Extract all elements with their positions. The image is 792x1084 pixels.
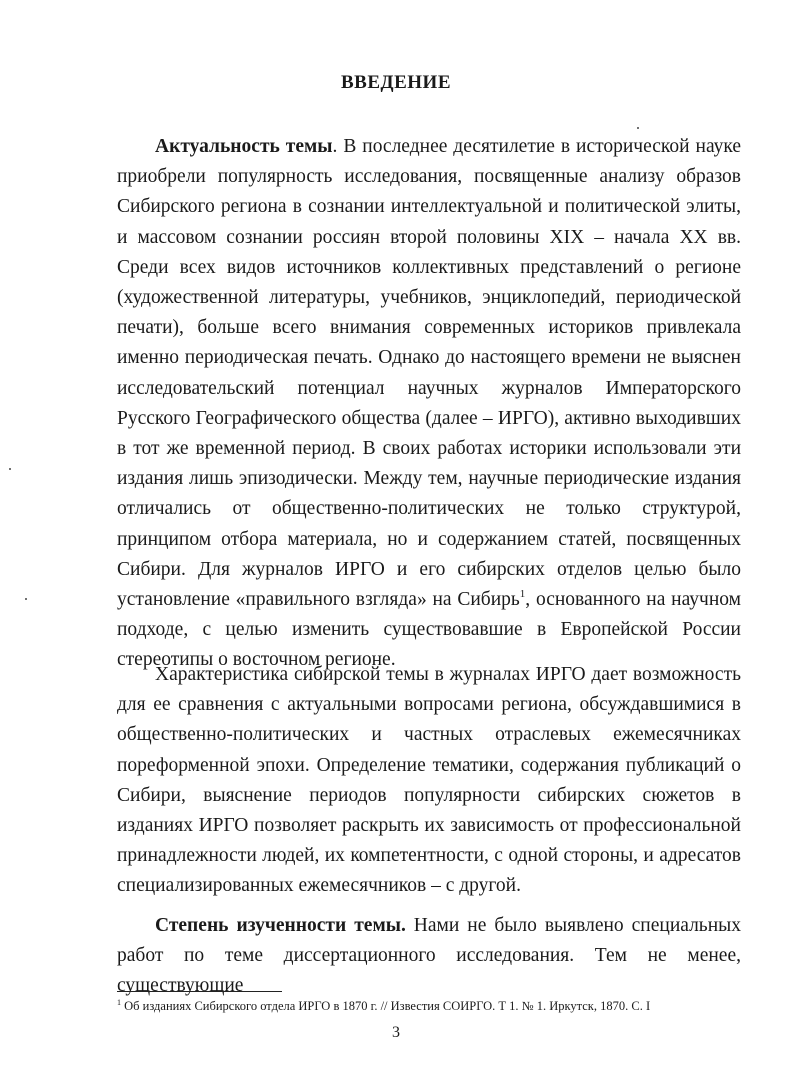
footnote-separator	[117, 991, 282, 992]
paragraph-relevance	[117, 132, 741, 676]
paragraph-degree-of-study	[117, 911, 741, 1002]
footnote-text: Об изданиях Сибирского отдела ИРГО в 1870 г. // Известия СОИРГО. Т 1. № 1. Иркутск, 1870. С. I	[121, 999, 651, 1013]
paragraph-text: . В последнее десятилетие в исторической науке приобрели популярность исследования, посвященные анализу образов Сибирского региона в сознании интеллектуальной и политической элиты, и массовом сознании россиян второй половины XIX – начала XX вв. Среди всех видов источников коллективных представлений о регионе (художественной литературы, учебников, энциклопедий, периодической печати), больше всего внимания современных историков привлекала именно периодическая печать. Однако до настоящего времени не выяснен исследовательский потенциал научных журналов Императорского Русского Географического общества (далее – ИРГО), активно выходивших в тот же временной период. В своих работах историки использовали эти издания лишь эпизодически. Между тем, научные периодические издания отличались от общественно-политических не только структурой, принципом отбора материала, но и содержанием статей, посвященных Сибири. Для журналов ИРГО и его сибирских отделов целью было установление «правильного взгляда» на Сибирь	[117, 136, 741, 611]
paragraph-lead: Актуальность темы	[155, 136, 333, 157]
footnote-ref: 1	[519, 588, 526, 601]
footnote-number: 1	[117, 998, 121, 1007]
paragraph-lead: Степень изученности темы.	[155, 915, 406, 936]
scan-speck	[9, 468, 11, 470]
page-title: ВВЕДЕНИЕ	[341, 72, 451, 93]
paragraph-text-continued: , основанного на научном подходе, с целью изменить существовавшие в Европейской России стереотипы о восточном регионе.	[117, 589, 741, 671]
footnote	[117, 998, 741, 1014]
page-number: 3	[392, 1024, 400, 1041]
scan-speck	[637, 127, 639, 129]
paragraph-text: Нами не было выявлено специальных работ по теме диссертационного исследования. Тем не менее, существующие	[117, 915, 741, 997]
paragraph-text: Характеристика сибирской темы в журналах ИРГО дает возможность для ее сравнения с актуальными вопросами региона, обсуждавшимися в общественно-политических и частных отраслевых ежемесячниках пореформенной эпохи. Определение тематики, содержания публикаций о Сибири, выяснение периодов популярности сибирских сюжетов в изданиях ИРГО позволяет раскрыть их зависимость от профессиональной принадлежности людей, их компетентности, с одной стороны, и адресатов специализированных ежемесячников – с другой.	[117, 664, 741, 897]
paragraph-characteristics	[117, 660, 741, 902]
scan-speck	[25, 598, 27, 600]
